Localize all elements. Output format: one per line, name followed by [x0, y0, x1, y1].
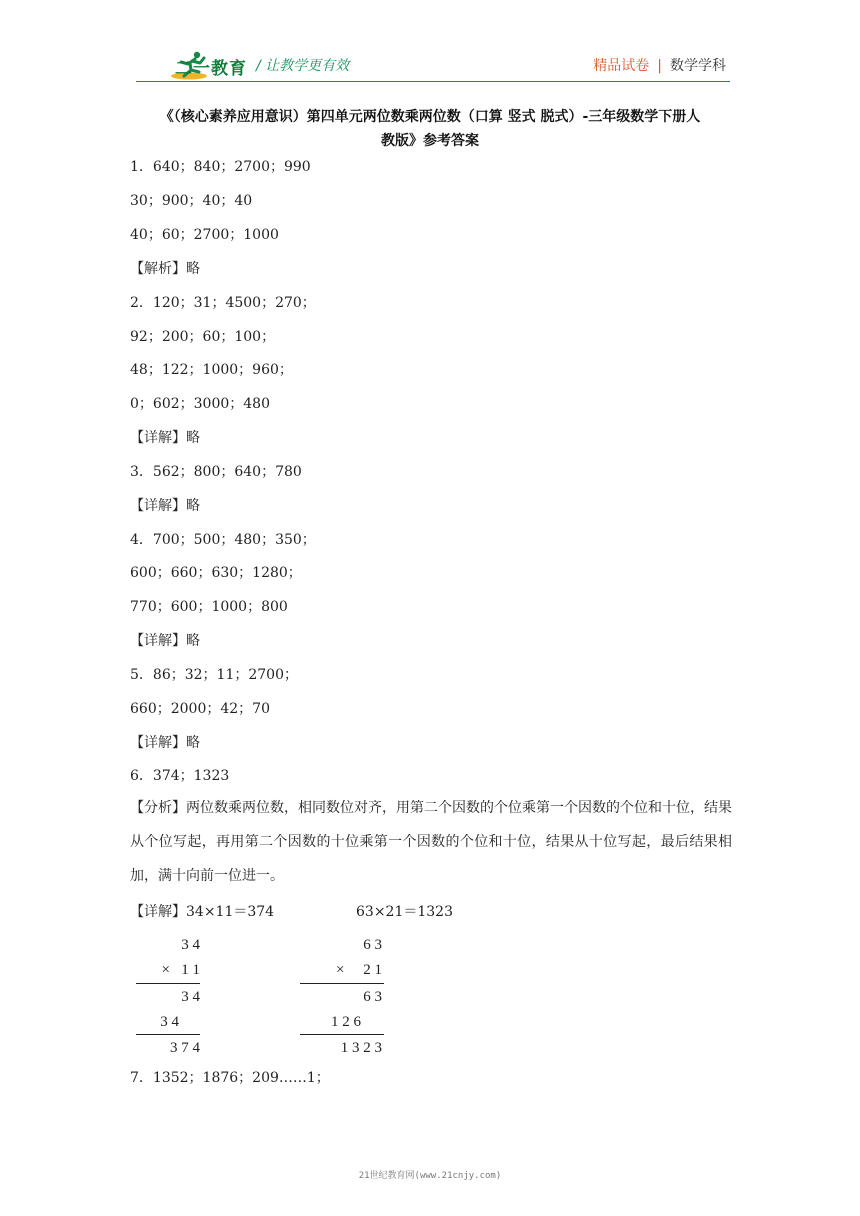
answer-line: 1．640；840；2700；990 [130, 159, 311, 175]
vertical-calc-34x11 [136, 935, 206, 1060]
header-divider [136, 81, 730, 82]
calc-row: 3 4 [181, 937, 200, 953]
answer-line: 600；660；630；1280； [130, 565, 302, 581]
answer-line: 0；602；3000；480 [130, 396, 270, 412]
header-separator: | [657, 58, 662, 74]
calc-rule [136, 983, 200, 984]
calc-rule [136, 1034, 200, 1035]
answer-line: 5．86；32；11；2700； [130, 667, 298, 683]
calc-rule [300, 1034, 384, 1035]
answer-line: 7．1352；1876；209……1； [130, 1070, 330, 1086]
header-label-subject: 数学学科 [670, 58, 726, 74]
answer-line: 40；60；2700；1000 [130, 227, 279, 243]
page-footer: 21世纪教育网(www.21cnjy.com) [358, 1171, 502, 1181]
answer-line: 660；2000；42；70 [130, 701, 270, 717]
calc-row: 1 3 2 3 [340, 1040, 382, 1056]
answer-line: 48；122；1000；960； [130, 362, 293, 378]
title-line-2: 教版》参考答案 [381, 133, 479, 149]
answer-line: 【详解】略 [130, 498, 200, 514]
answer-line: 4．700；500；480；350； [130, 532, 316, 548]
document-title [120, 105, 740, 153]
detail-equation-2: 63×21＝1323 [356, 904, 453, 920]
calc-rule [300, 983, 384, 984]
calc-row: 6 3 [363, 989, 382, 1005]
brand-slogan: / 让教学更有效 [256, 58, 350, 74]
answer-line: 30；900；40；40 [130, 193, 253, 209]
answer-line: 3．562；800；640；780 [130, 464, 302, 480]
calc-row: 3 7 4 [170, 1040, 200, 1056]
analysis-paragraph: 【分析】两位数乘两位数，相同数位对齐，用第二个因数的个位乘第一个因数的个位和十位，结果从个位写起，再用第二个因数的十位乘第一个因数的个位和十位，结果从十位写起，最后结果相加，满十向前一位进一。 [130, 800, 732, 884]
header-right [593, 55, 726, 75]
answer-line: 【详解】略 [130, 633, 200, 649]
answer-line: 【详解】略 [130, 430, 200, 446]
detail-equation-1: 【详解】34×11＝374 [130, 904, 275, 920]
calc-row: × 1 1 [161, 962, 200, 978]
vertical-calc-63x21 [300, 935, 390, 1060]
answer-line: 【解析】略 [130, 261, 200, 277]
answer-line: 92；200；60；100； [130, 329, 276, 345]
calc-row: 3 4 [181, 989, 200, 1005]
title-line-1: 《（核心素养应用意识）第四单元两位数乘两位数（口算 竖式 脱式）-三年级数学下册人 [159, 109, 701, 125]
calc-row: 6 3 [363, 937, 382, 953]
answer-line: 【详解】略 [130, 735, 200, 751]
brand-name: 二一教育 [175, 59, 247, 79]
answer-line: 2．120；31；4500；270； [130, 295, 316, 311]
answer-line: 770；600；1000；800 [130, 599, 288, 615]
calc-row: 1 2 6 [331, 1014, 361, 1030]
answer-line: 6．374；1323 [130, 768, 230, 784]
page-header [0, 0, 860, 90]
calc-row: × 2 1 [336, 962, 382, 978]
header-label-quality: 精品试卷 [593, 58, 650, 74]
calc-row: 3 4 [160, 1014, 179, 1030]
